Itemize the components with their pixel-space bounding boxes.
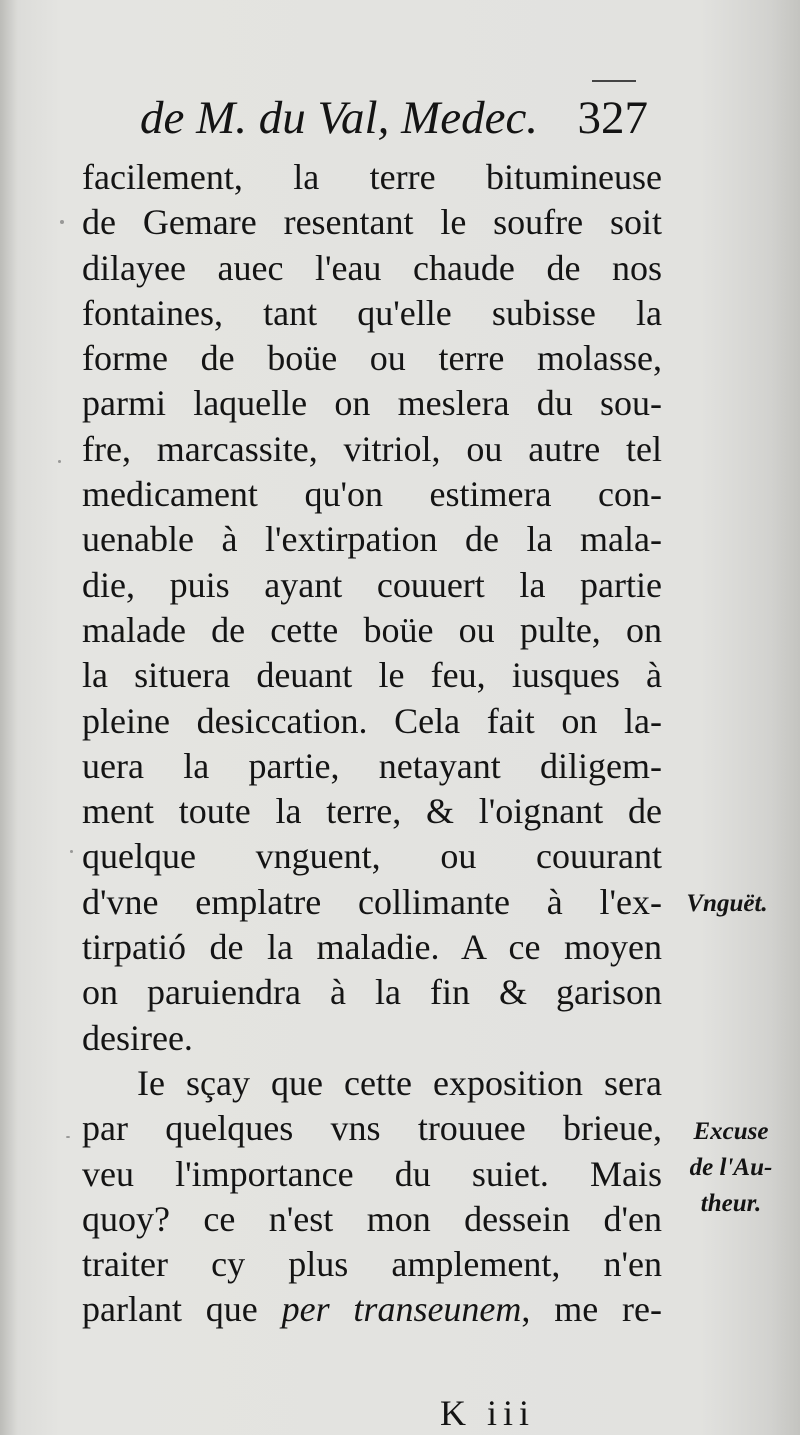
body-text: [82, 155, 662, 1333]
text-line: medicament qu'on estimera con-: [82, 474, 662, 515]
text-line: forme de boüe ou terre molasse,: [82, 338, 662, 379]
text-line: quelque vnguent, ou couurant: [82, 836, 662, 877]
text-line: malade de cette boüe ou pulte, on: [82, 609, 662, 650]
final-line-end: , me re-: [521, 1289, 663, 1330]
text-line-final: [82, 1287, 662, 1332]
running-title: de M. du Val, Medec.: [140, 92, 539, 144]
text-line: veu l'importance du suiet. Mais: [82, 1153, 662, 1194]
text-line: uera la partie, netayant diligem-: [82, 745, 662, 786]
text-line: quoy? ce n'est mon dessein d'en: [82, 1198, 662, 1239]
text-line: de Gemare resentant le soufre soit: [82, 202, 662, 243]
text-line: pleine desiccation. Cela fait on la-: [82, 700, 662, 741]
text-line: traiter cy plus amplement, n'en: [82, 1244, 662, 1285]
paper-speck: [66, 1136, 70, 1138]
text-line: facilement, la terre bitumineuse: [82, 157, 662, 197]
text-line: fre, marcassite, vitriol, ou autre tel: [82, 428, 662, 469]
margin-note-vnguent: Vnguët.: [686, 890, 768, 917]
text-line: tirpatió de la maladie. A ce moyen: [82, 927, 662, 968]
page-header: [140, 92, 660, 144]
header-rule: [592, 80, 636, 82]
margin-note-excuse: [676, 1114, 786, 1222]
text-line: parmi laquelle on meslera du sou-: [82, 383, 662, 424]
paper-speck: [70, 850, 73, 853]
text-line: fontaines, tant qu'elle subisse la: [82, 292, 662, 333]
paper-speck: [60, 220, 64, 224]
text-line: uenable à l'extirpation de la mala-: [82, 519, 662, 560]
text-line: d'vne emplatre collimante à l'ex-: [82, 881, 662, 922]
paper-speck: [58, 460, 61, 463]
text-line: ment toute la terre, & l'oignant de: [82, 791, 662, 832]
margin-note-line: de l'Au-: [689, 1154, 773, 1181]
text-line-paragraph-start: Ie sçay que cette exposition sera: [137, 1062, 662, 1103]
text-line: die, puis ayant couuert la partie: [82, 564, 662, 605]
latin-phrase: per transeunem: [281, 1289, 522, 1330]
margin-note-line: theur.: [700, 1190, 762, 1217]
signature-mark: K iii: [440, 1393, 536, 1433]
text-line: la situera deuant le feu, iusques à: [82, 655, 662, 696]
page-number: 327: [577, 92, 648, 144]
final-line-start: parlant que: [82, 1289, 258, 1330]
text-line: desiree.: [82, 1017, 193, 1058]
margin-note-line: Excuse: [693, 1118, 769, 1145]
text-line: on paruiendra à la fin & garison: [82, 972, 662, 1013]
text-line: dilayee auec l'eau chaude de nos: [82, 247, 662, 288]
text-line: par quelques vns trouuee brieue,: [82, 1108, 662, 1149]
